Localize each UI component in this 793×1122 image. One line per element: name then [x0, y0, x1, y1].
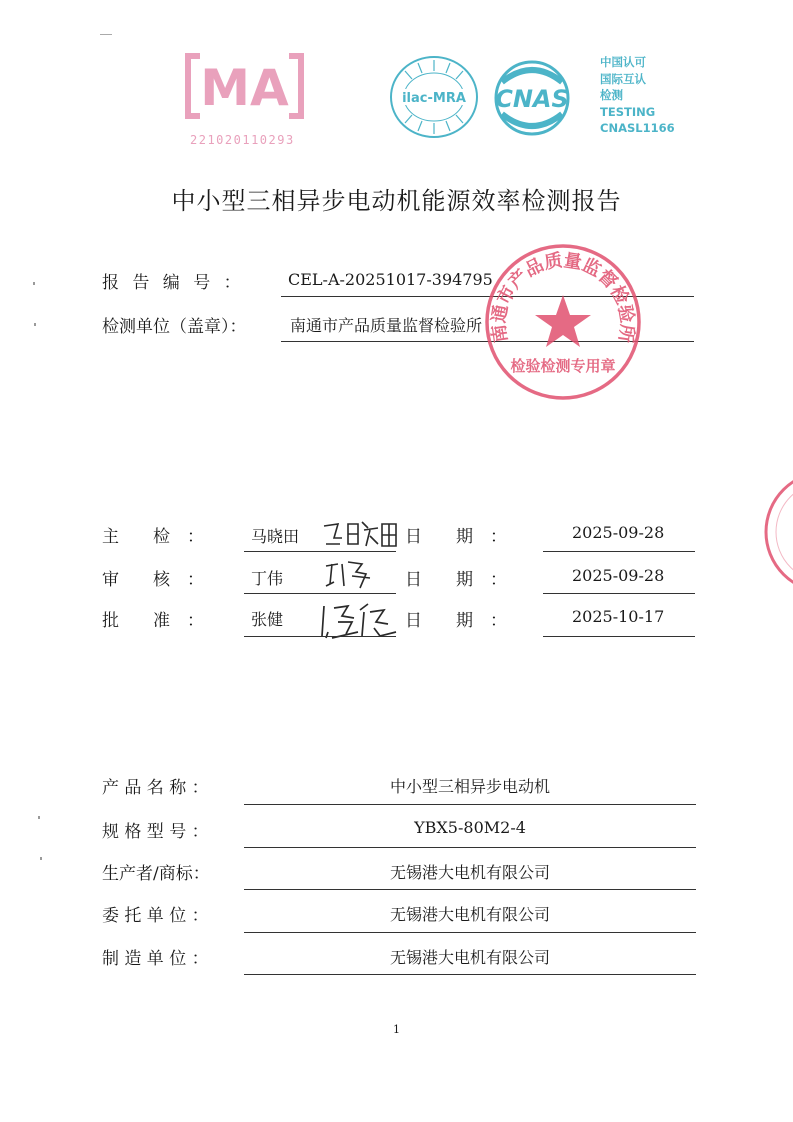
cnas-line: TESTING [600, 104, 656, 119]
cnas-logo [487, 60, 577, 136]
approval-name: 丁伟 [251, 569, 284, 588]
cnas-line: CNASL1166 [600, 121, 675, 135]
scan-mark [38, 816, 40, 819]
cnas-text: CNAS [495, 85, 569, 113]
product-value: 无锡港大电机有限公司 [389, 948, 550, 967]
date-underline [543, 636, 695, 637]
testing-unit-value: 南通市产品质量监督检验所 [290, 316, 483, 335]
cnas-accreditation-text [600, 54, 675, 137]
product-value: 无锡港大电机有限公司 [389, 905, 550, 924]
cnas-line: 中国认可 [600, 55, 646, 69]
signature-dw [322, 558, 374, 592]
ilac-mra-logo [388, 55, 480, 140]
date-label: 日 期 ： [405, 527, 507, 547]
approval-role: 主 检 ： [102, 527, 204, 547]
product-underline [244, 974, 696, 975]
product-value: 中小型三相异步电动机 [389, 777, 550, 796]
scan-mark-top [100, 34, 112, 35]
product-underline [244, 804, 696, 805]
date-label: 日 期 ： [405, 611, 507, 631]
product-label: 制 造 单 位 ： [102, 949, 209, 969]
report-number-label: 报 告 编 号 ： [102, 273, 245, 293]
product-label: 规 格 型 号 ： [102, 822, 209, 842]
report-title: 中小型三相异步电动机能源效率检测报告 [171, 187, 622, 215]
date-underline [543, 593, 695, 594]
product-label: 生产者/商标： [102, 864, 210, 884]
partial-seal-edge [748, 470, 793, 595]
signature-mxt [320, 518, 400, 550]
testing-unit-label: 检测单位（盖章）： [102, 317, 247, 337]
product-label: 委 托 单 位 ： [102, 906, 209, 926]
product-underline [244, 932, 696, 933]
approval-date: 2025-09-28 [572, 566, 665, 585]
ilac-text: ilac-MRA [402, 91, 466, 106]
product-underline [244, 847, 696, 848]
approval-role: 批 准 ： [102, 611, 204, 631]
name-underline [244, 636, 396, 637]
approval-name: 马晓田 [251, 527, 300, 546]
product-label: 产 品 名 称 ： [102, 778, 209, 798]
cnas-line: 国际互认 [600, 71, 646, 86]
approval-name: 张健 [251, 610, 284, 629]
page-number: 1 [393, 1023, 400, 1036]
seal-bottom-text: 检验检测专用章 [510, 357, 616, 375]
ma-text: MA [200, 59, 289, 117]
scan-mark [33, 282, 35, 285]
scan-mark [40, 857, 42, 860]
report-number-value: CEL-A-20251017-394795 [288, 270, 493, 289]
product-value: 无锡港大电机有限公司 [389, 863, 550, 882]
approval-date: 2025-09-28 [572, 523, 665, 542]
approval-date: 2025-10-17 [572, 607, 665, 626]
approval-role: 审 核 ： [102, 570, 204, 590]
name-underline [244, 551, 396, 552]
ma-logo [182, 50, 307, 122]
product-value: YBX5-80M2-4 [414, 818, 526, 837]
date-label: 日 期 ： [405, 570, 507, 590]
ma-number: 221020110293 [190, 133, 295, 147]
scan-mark [34, 323, 36, 326]
seal-ring-text: 南通市产品质量监督检验所 [488, 250, 638, 344]
name-underline [244, 593, 396, 594]
cnas-line: 检测 [600, 88, 623, 102]
product-underline [244, 889, 696, 890]
official-seal [484, 243, 642, 401]
date-underline [543, 551, 695, 552]
